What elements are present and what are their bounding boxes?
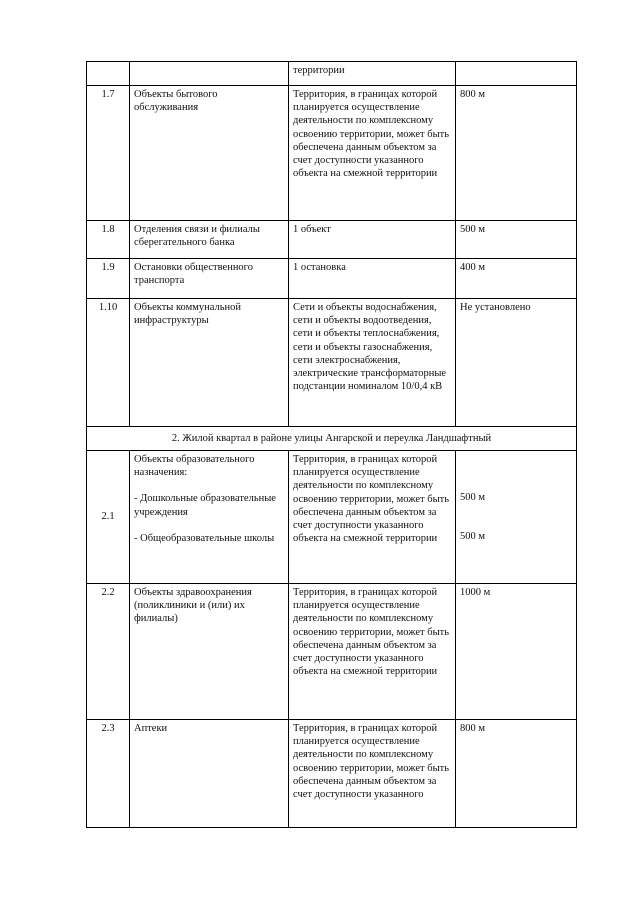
section-title: 2. Жилой квартал в районе улицы Ангарской и переулка Ландшафтный bbox=[87, 427, 577, 451]
row-number: 2.3 bbox=[87, 720, 130, 828]
facility-name: Остановки общественного транспорта bbox=[130, 259, 289, 299]
table-row bbox=[87, 720, 577, 828]
table-row bbox=[87, 221, 577, 259]
territory-cell: Территория, в границах которой планируется осуществление деятельности по комплексному освоению территории, может быть обеспечена данным объектом за счет доступности указанного объекта на смежной территории bbox=[289, 584, 456, 720]
territory-cell: Территория, в границах которой планируется осуществление деятельности по комплексному освоению территории, может быть обеспечена данным объектом за счет доступности указанного объекта на смежной территории bbox=[289, 451, 456, 584]
distance-cell bbox=[456, 451, 577, 584]
row-number: 1.10 bbox=[87, 299, 130, 427]
facility-name bbox=[130, 451, 289, 584]
table-row bbox=[87, 86, 577, 221]
territory-cell: 1 остановка bbox=[289, 259, 456, 299]
distance-cell bbox=[456, 62, 577, 86]
facility-group-title: Объекты образовательного назначения: bbox=[134, 454, 255, 479]
table-row bbox=[87, 584, 577, 720]
distance-cell: 800 м bbox=[456, 720, 577, 828]
row-number: 2.2 bbox=[87, 584, 130, 720]
distance-value: 500 м bbox=[460, 531, 486, 542]
facility-name: Объекты бытового обслуживания bbox=[130, 86, 289, 221]
table-row bbox=[87, 451, 577, 584]
table-row bbox=[87, 299, 577, 427]
territory-cell: 1 объект bbox=[289, 221, 456, 259]
row-number: 2.1 bbox=[87, 451, 130, 584]
row-number: 1.8 bbox=[87, 221, 130, 259]
row-number bbox=[87, 62, 130, 86]
distance-cell: 500 м bbox=[456, 221, 577, 259]
distance-cell: Не установлено bbox=[456, 299, 577, 427]
territory-cell: Территория, в границах которой планируется осуществление деятельности по комплексному освоению территории, может быть обеспечена данным объектом за счет доступности указанного bbox=[289, 720, 456, 828]
distance-cell: 400 м bbox=[456, 259, 577, 299]
facility-name: Объекты здравоохранения (поликлиники и (или) их филиалы) bbox=[130, 584, 289, 720]
territory-cell: Сети и объекты водоснабжения, сети и объекты водоотведения, сети и объекты теплоснабжения, сети и объекты газоснабжения, сети электроснабжения, электрические трансформаторные подстанции номиналом 10/0,4 кВ bbox=[289, 299, 456, 427]
facility-name: Отделения связи и филиалы сберегательного банка bbox=[130, 221, 289, 259]
facility-subitem: - Дошкольные образовательные учреждения bbox=[134, 493, 276, 518]
territory-cell: территории bbox=[289, 62, 456, 86]
facilities-table bbox=[86, 61, 577, 828]
territory-cell: Территория, в границах которой планируется осуществление деятельности по комплексному освоению территории, может быть обеспечена данным объектом за счет доступности указанного объекта на смежной территории bbox=[289, 86, 456, 221]
distance-cell: 800 м bbox=[456, 86, 577, 221]
distance-value: 500 м bbox=[460, 491, 486, 503]
facility-name bbox=[130, 62, 289, 86]
row-number: 1.9 bbox=[87, 259, 130, 299]
row-number: 1.7 bbox=[87, 86, 130, 221]
facility-name: Аптеки bbox=[130, 720, 289, 828]
distance-cell: 1000 м bbox=[456, 584, 577, 720]
table-row bbox=[87, 62, 577, 86]
table-row bbox=[87, 259, 577, 299]
section-header-row bbox=[87, 427, 577, 451]
facility-name: Объекты коммунальной инфраструктуры bbox=[130, 299, 289, 427]
facility-subitem: - Общеобразовательные школы bbox=[134, 532, 275, 544]
